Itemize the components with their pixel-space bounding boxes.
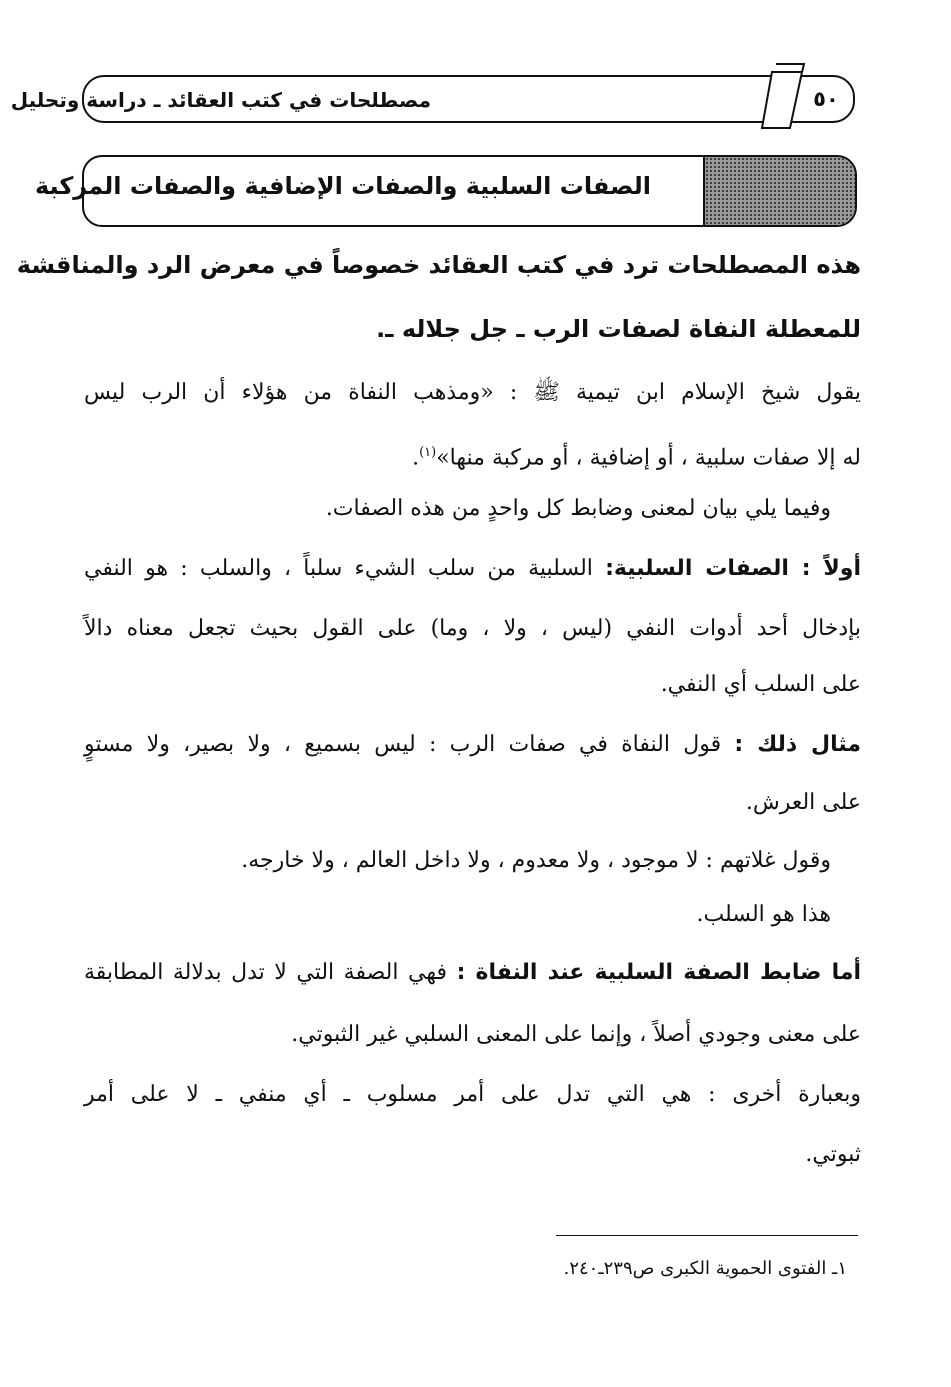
first-line-2: بإدخال أحد أدوات النفي (ليس ، ولا ، وما) على القول بحيث تجعل معناه دالاً (84, 616, 861, 641)
transition-line: وفيما يلي بيان لمعنى وضابط كل واحدٍ من هذه الصفات. (325, 496, 831, 521)
rule-label: أما ضابط الصفة السلبية عند النفاة : (456, 960, 861, 985)
other-line-2: ثبوتي. (805, 1142, 861, 1167)
rule-text: فهي الصفة التي لا تدل بدلالة المطابقة (84, 960, 448, 985)
rule-line-2: على معنى وجودي أصلاً ، وإنما على المعنى السلبي غير الثبوتي. (291, 1022, 861, 1047)
example-label: مثال ذلك : (734, 732, 861, 757)
quote-end: . (412, 445, 420, 471)
page-number: ٥٠ (813, 87, 839, 111)
page-number-tab (760, 60, 810, 132)
example-line-2: على العرش. (745, 790, 861, 815)
running-header-title: مصطلحات في كتب العقائد ـ دراسة وتحليل (10, 88, 431, 112)
extreme-line: وقول غلاتهم : لا موجود ، ولا معدوم ، ولا داخل العالم ، ولا خارجه. (241, 848, 831, 873)
first-line-1 (84, 554, 861, 584)
other-line-1: وبعبارة أخرى : هي التي تدل على أمر مسلوب ـ أي منفي ـ لا على أمر (84, 1082, 861, 1107)
footnote-text: ١ـ الفتوى الحموية الكبرى ص٢٣٩ـ٢٤٠. (563, 1258, 847, 1279)
quote-line-2 (412, 438, 861, 473)
first-line-3: على السلب أي النفي. (660, 672, 861, 697)
quote-text: له إلا صفات سلبية ، أو إضافية ، أو مركبة منها» (436, 445, 861, 471)
intro-line-2: للمعطلة النفاة لصفات الرب ـ جل جلاله ـ. (376, 315, 861, 343)
section-heading: الصفات السلبية والصفات الإضافية والصفات المركبة (34, 172, 651, 200)
quote-line-1: يقول شيخ الإسلام ابن تيمية ﷺ : «ومذهب النفاة من هؤلاء أن الرب ليس (84, 380, 861, 405)
example-text: قول النفاة في صفات الرب : ليس بسميع ، ولا بصير، ولا مستوٍ (84, 732, 722, 757)
footnote-divider (556, 1235, 858, 1236)
intro-line-1: هذه المصطلحات ترد في كتب العقائد خصوصاً في معرض الرد والمناقشة (16, 251, 861, 279)
this-is-line: هذا هو السلب. (696, 902, 831, 927)
example-line-1 (84, 730, 861, 760)
footnote-ref: (١) (419, 445, 437, 460)
first-label: أولاً : الصفات السلبية: (605, 556, 862, 581)
rule-line-1 (84, 958, 861, 988)
heading-dotted-pattern (703, 157, 855, 225)
first-text: السلبية من سلب الشيء سلباً ، والسلب : هو النفي (84, 556, 593, 581)
